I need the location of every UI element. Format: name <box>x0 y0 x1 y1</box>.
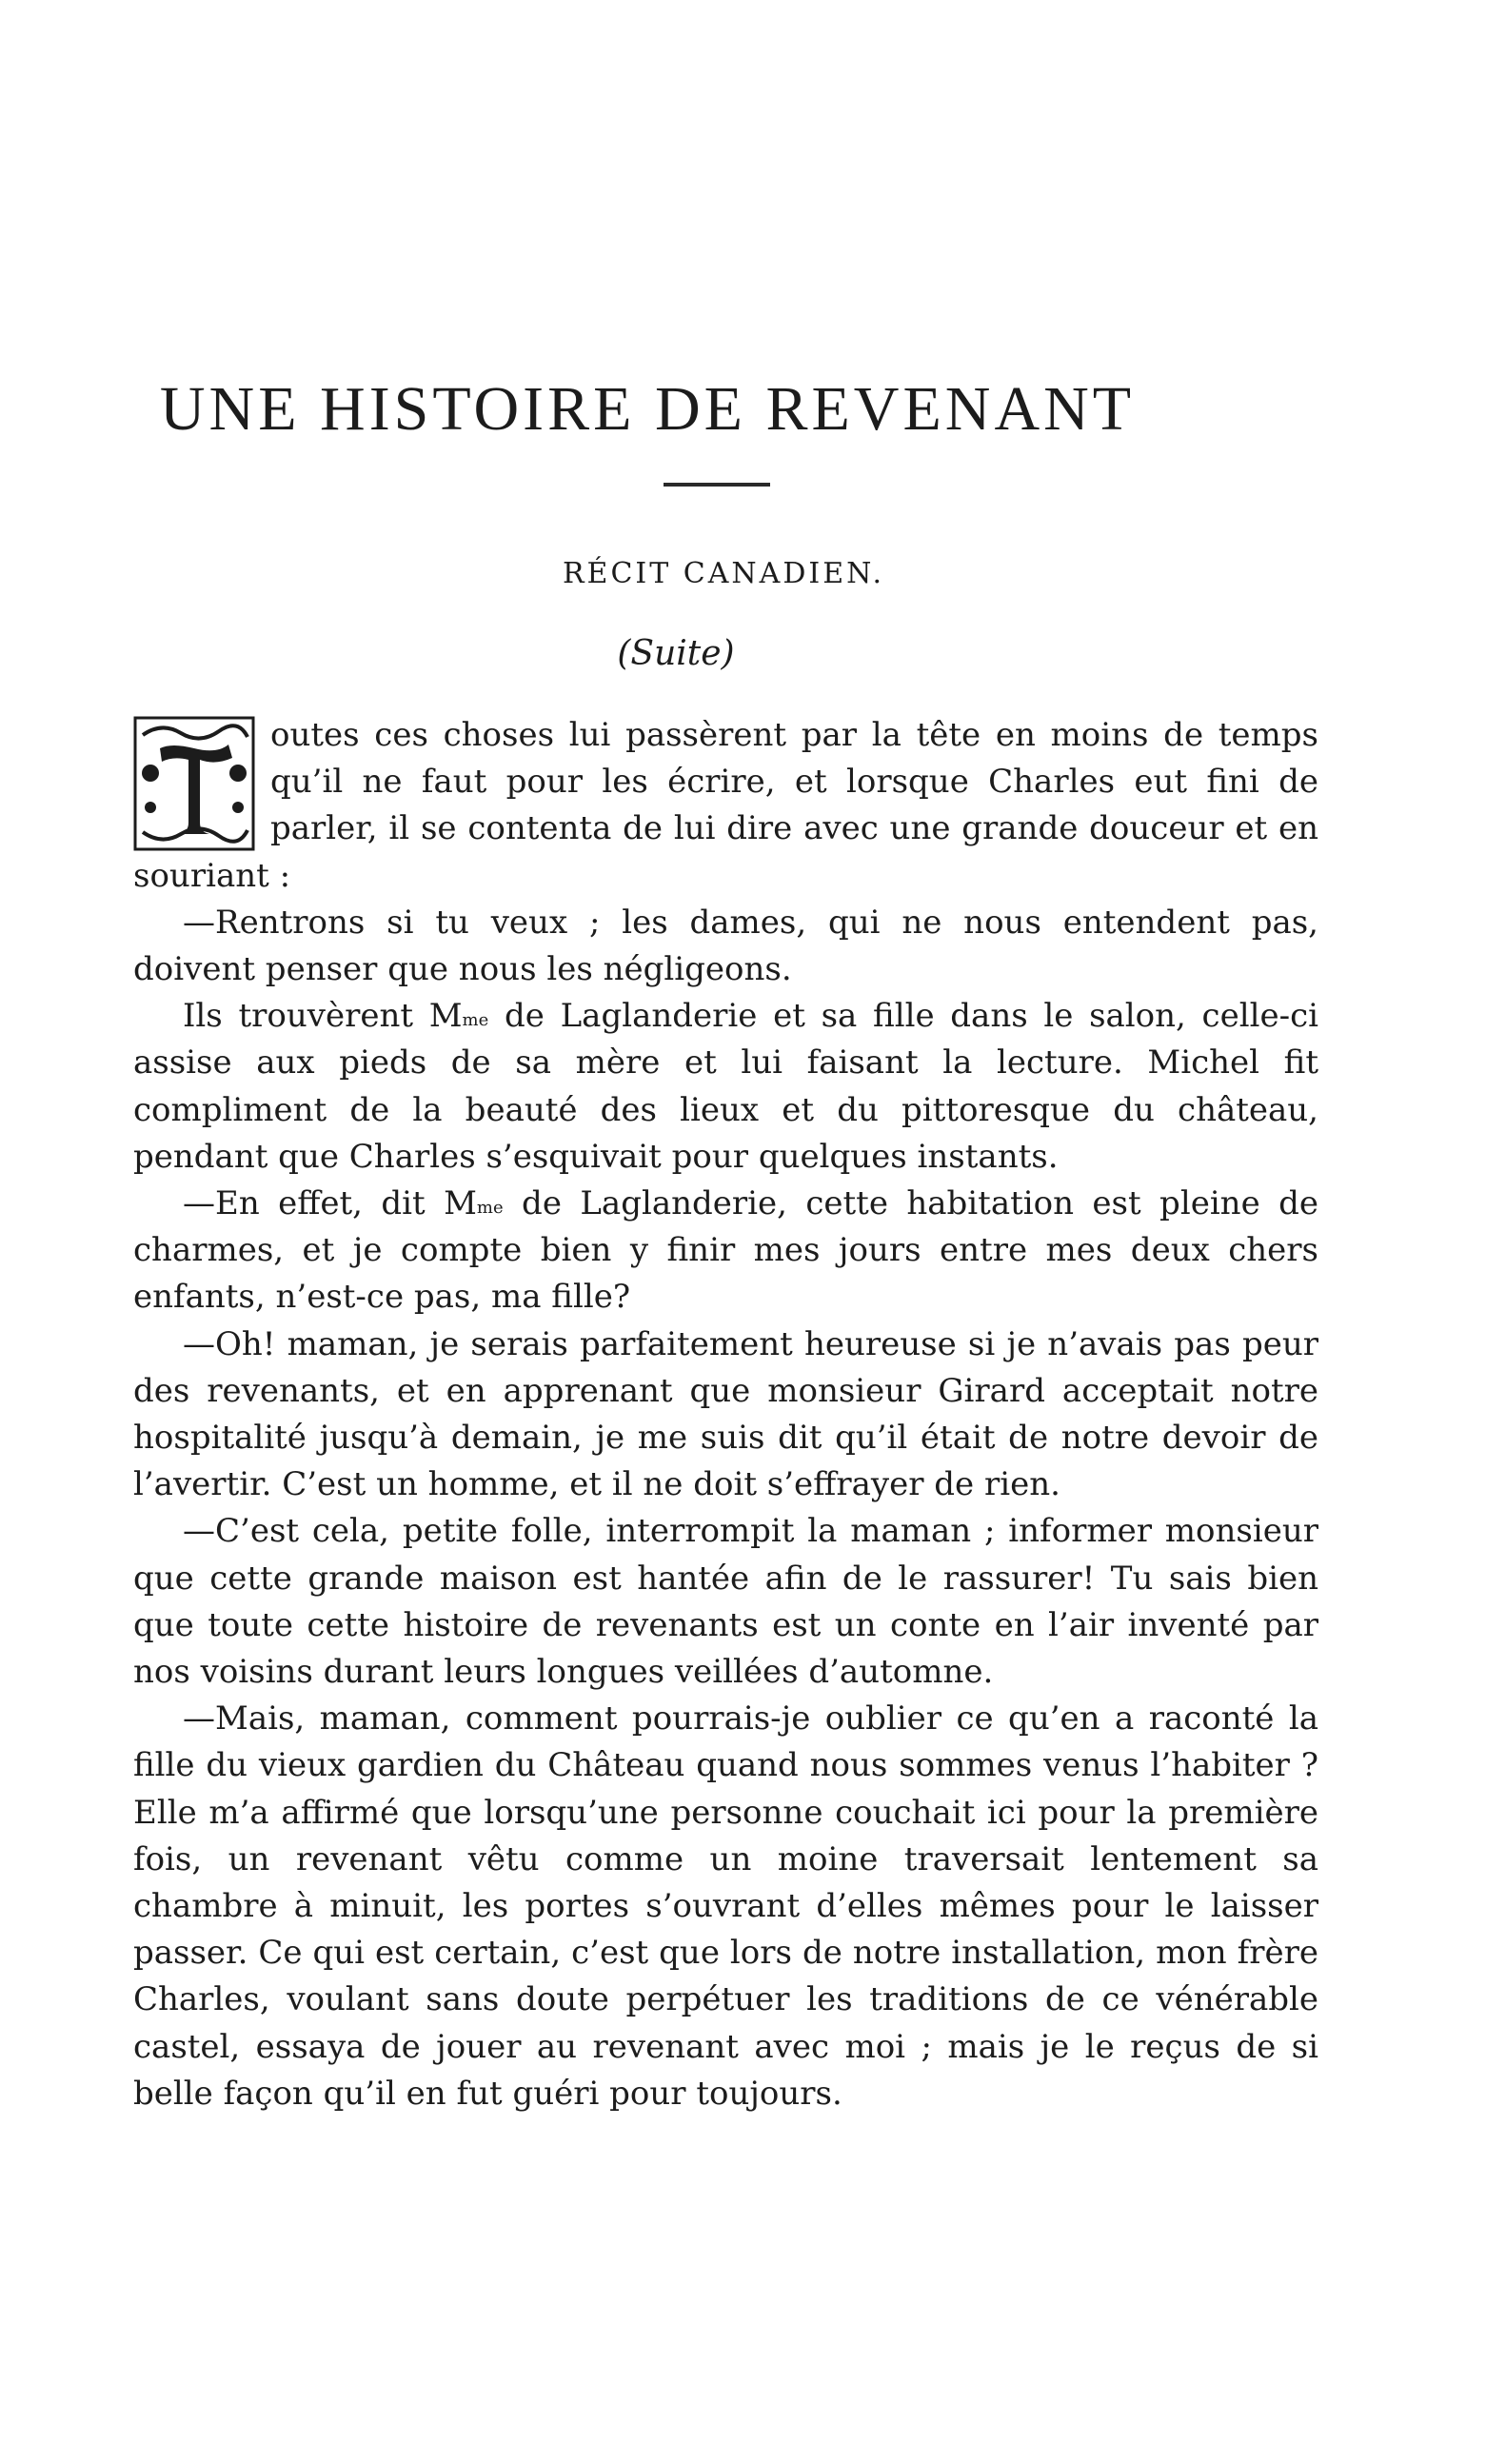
paragraph-2: —Rentrons si tu veux ; les dames, qui ne nous entendent pas, doivent penser que nous les négligeons. <box>133 903 1318 989</box>
paragraph-5: —Oh! maman, je serais parfaitement heureuse si je n’avais pas peur des revenants, et en apprenant que monsieur Girard acceptait notre hospitalité jusqu’à demain, je me suis dit qu’il était de notre devoir de l’avertir. C’est un homme, et il ne doit s’effrayer de rien. <box>133 1324 1318 1504</box>
paragraph-3 <box>133 993 1318 1181</box>
paragraph-3-text-b: de Laglanderie et sa fille dans le salon, celle-ci assise aux pieds de sa mère et lui faisant la lecture. Michel fit compliment de la beauté des lieux et du pittoresque du château, pendant que Charles s’esquivait pour quelques instants. <box>133 997 1318 1176</box>
dropcap-ornament-icon <box>133 716 255 851</box>
paragraph-4-text-b: de Laglanderie, cette habitation est pleine de charmes, et je compte bien y finir mes jours entre mes deux chers enfants, n’est-ce pas, ma fille? <box>133 1184 1318 1317</box>
continuation-note: (Suite) <box>617 634 735 673</box>
paragraph-6: —C’est cela, petite folle, interrompit la maman ; informer monsieur que cette grande maison est hantée afin de le rassurer! Tu sais bien que toute cette histoire de revenants est un conte en l’air inventé par nos voisins durant leurs longues veillées d’automne. <box>133 1512 1318 1692</box>
page-title: UNE HISTOIRE DE REVENANT <box>159 374 1136 444</box>
title-rule <box>664 483 770 487</box>
paragraph-3-text-a: Ils trouvèrent M <box>183 997 463 1036</box>
paragraph-1-text: outes ces choses lui passèrent par la tête en moins de temps qu’il ne faut pour les écrire, et lorsque Charles eut fini de parler, il se contenta de lui dire avec une grande douceur et en souriant : <box>133 716 1318 895</box>
abbr-superscript: me <box>476 1198 504 1219</box>
article-body <box>133 712 1318 2117</box>
ornamental-dropcap-image <box>133 716 255 851</box>
abbr-superscript: me <box>462 1010 489 1031</box>
paragraph-1 <box>133 712 1318 900</box>
paragraph-4-text-a: —En effet, dit M <box>183 1184 477 1223</box>
subtitle: RÉCIT CANADIEN. <box>562 557 885 590</box>
paragraph-4 <box>133 1181 1318 1321</box>
paragraph-7: —Mais, maman, comment pourrais-je oublier ce qu’en a raconté la fille du vieux gardien du Château quand nous sommes venus l’habiter ? Elle m’a affirmé que lorsqu’une personne couchait ici pour la première fois, un revenant vêtu comme un moine traversait lentement sa chambre à minuit, les portes s’ouvrant d’elles mêmes pour le laisser passer. Ce qui est certain, c’est que lors de notre installation, mon frère Charles, voulant sans doute perpétuer les traditions de ce vénérable castel, essaya de jouer au revenant avec moi ; mais je le reçus de si belle façon qu’il en fut guéri pour toujours. <box>133 1699 1318 2113</box>
